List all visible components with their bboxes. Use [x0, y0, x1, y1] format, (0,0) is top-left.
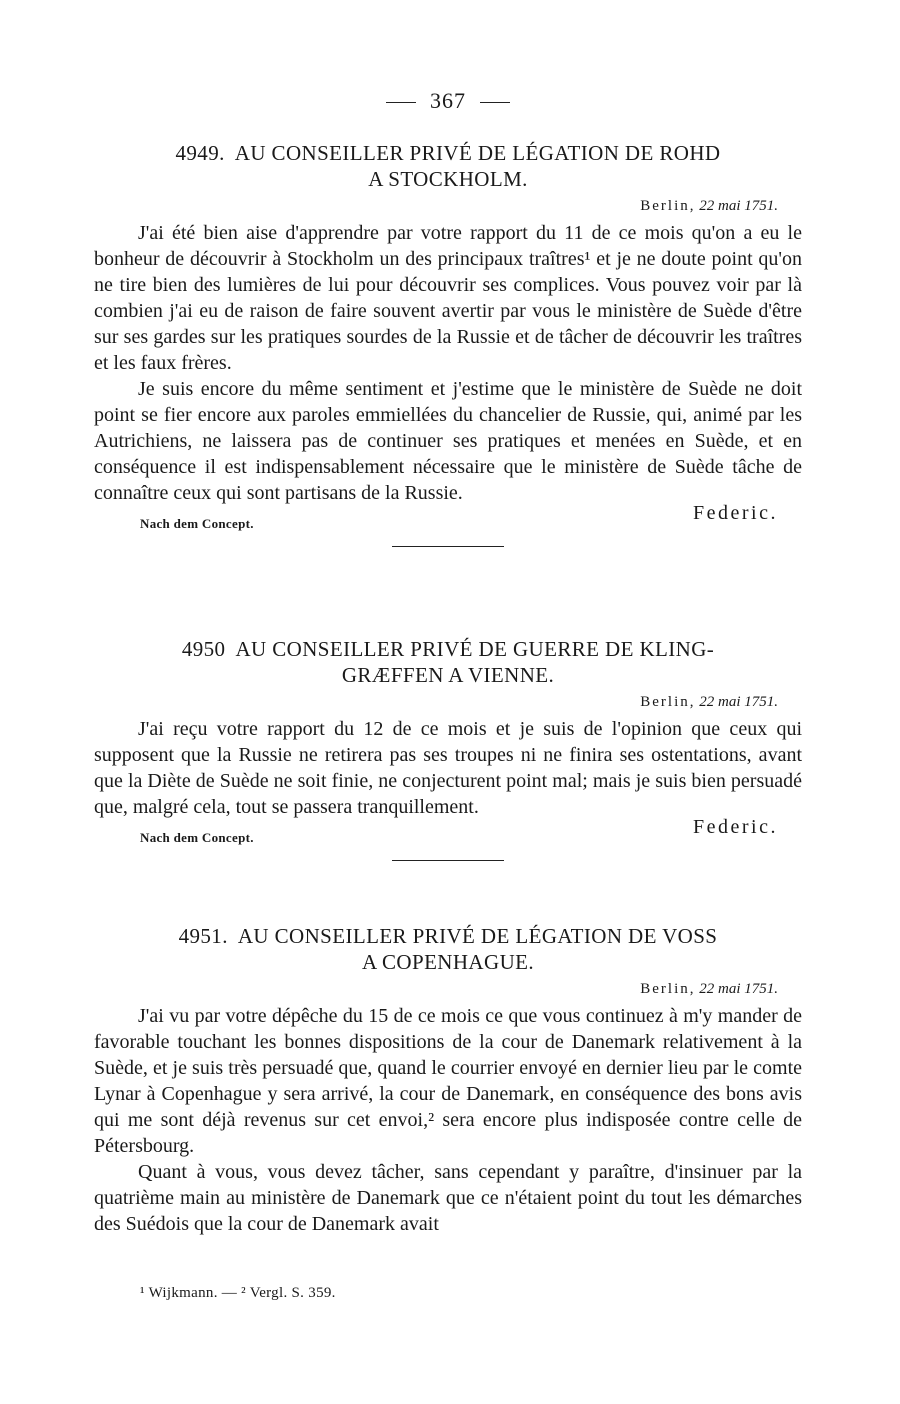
heading-line2: A STOCKHOLM.	[368, 167, 528, 191]
source-note: Nach dem Concept.	[140, 516, 254, 531]
paragraph: J'ai reçu votre rapport du 12 de ce mois et je suis de l'opinion que ceux qui supposent que la Russie ne retirera pas ses troupes ni ne finira ses ostentations, avant que la Diète de Suède ne soit finie, ne conjecturent point mal; mais je suis bien persuadé que, malgré cela, tout se passera tranquillement.	[94, 718, 802, 818]
letter-heading	[94, 140, 802, 192]
page-number: 367	[430, 88, 466, 113]
dateline	[94, 692, 802, 712]
separator-rule	[392, 546, 504, 547]
dateline-place: Berlin,	[640, 198, 696, 214]
heading-line2: A COPENHAGUE.	[361, 950, 535, 974]
dateline-date: 22 mai 1751.	[699, 694, 778, 710]
letter-body	[94, 220, 802, 506]
footnotes: ¹ Wijkmann. — ² Vergl. S. 359.	[140, 1285, 336, 1301]
letter-number: 4950	[181, 637, 226, 661]
letter-4951	[94, 923, 802, 1237]
heading-line2: GRÆFFEN A VIENNE.	[341, 663, 555, 687]
dateline-place: Berlin,	[640, 694, 696, 710]
page-header	[94, 88, 802, 114]
paragraph: Je suis encore du même sentiment et j'estime que le ministère de Suède ne doit point se fier encore aux paroles emmiellées du chancelier de Russie, qui, animé par les Autrichiens, ne laissera pas de continuer ses pratiques et menées en Suède, et en conséquence il est indispensablement nécessaire que le ministère de Suède tâche de connaître ceux qui sont partisans de la Russie.	[94, 378, 802, 504]
document-page	[94, 0, 802, 1404]
letter-body	[94, 1003, 802, 1237]
header-dash-right	[480, 102, 510, 103]
dateline-date: 22 mai 1751.	[699, 198, 778, 214]
source-note: Nach dem Concept.	[140, 830, 254, 845]
paragraph: Quant à vous, vous devez tâcher, sans cependant y paraître, d'insinuer par la quatrième main au ministère de Danemark que ce n'étaient point du tout les démarches des Suédois que la cour de Danemark avait	[94, 1161, 802, 1235]
letter-4949	[94, 140, 802, 547]
signature: Federic.	[693, 816, 778, 838]
dateline	[94, 979, 802, 999]
paragraph: J'ai été bien aise d'apprendre par votre rapport du 11 de ce mois qu'on a eu le bonheur de découvrir à Stockholm un des principaux traîtres¹ et je ne doute point qu'on ne tire bien des lumières de lui pour découvrir ses complices. Vous pouvez voir par là combien j'ai eu de raison de faire souvent avertir par vous le ministère de Suède d'être sur ses gardes sur les pratiques sourdes de la Russie et de tâcher de découvrir les traîtres et les faux frères.	[94, 222, 802, 374]
dateline	[94, 196, 802, 216]
heading-line1: AU CONSEILLER PRIVÉ DE LÉGATION DE VOSS	[237, 924, 718, 948]
letter-number: 4951.	[178, 924, 228, 948]
letter-number: 4949.	[175, 141, 225, 165]
letter-heading	[94, 923, 802, 975]
heading-line1: AU CONSEILLER PRIVÉ DE GUERRE DE KLING-	[235, 637, 715, 661]
header-dash-left	[386, 102, 416, 103]
letter-4950	[94, 636, 802, 861]
signature: Federic.	[693, 502, 778, 524]
letter-body	[94, 716, 802, 820]
separator-rule	[392, 860, 504, 861]
letter-heading	[94, 636, 802, 688]
dateline-place: Berlin,	[640, 981, 696, 997]
heading-line1: AU CONSEILLER PRIVÉ DE LÉGATION DE ROHD	[234, 141, 721, 165]
dateline-date: 22 mai 1751.	[699, 981, 778, 997]
paragraph: J'ai vu par votre dépêche du 15 de ce mois ce que vous continuez à m'y mander de favorable touchant les bonnes dispositions de la cour de Danemark relativement à la Suède, et je suis très persuadé que, quand le courrier envoyé en dernier lieu par le comte Lynar à Copenhague y sera arrivé, la cour de Danemark, en conséquence des bons avis qui me sont déjà revenus sur cet envoi,² sera encore plus indisposée contre celle de Pétersbourg.	[94, 1005, 802, 1157]
